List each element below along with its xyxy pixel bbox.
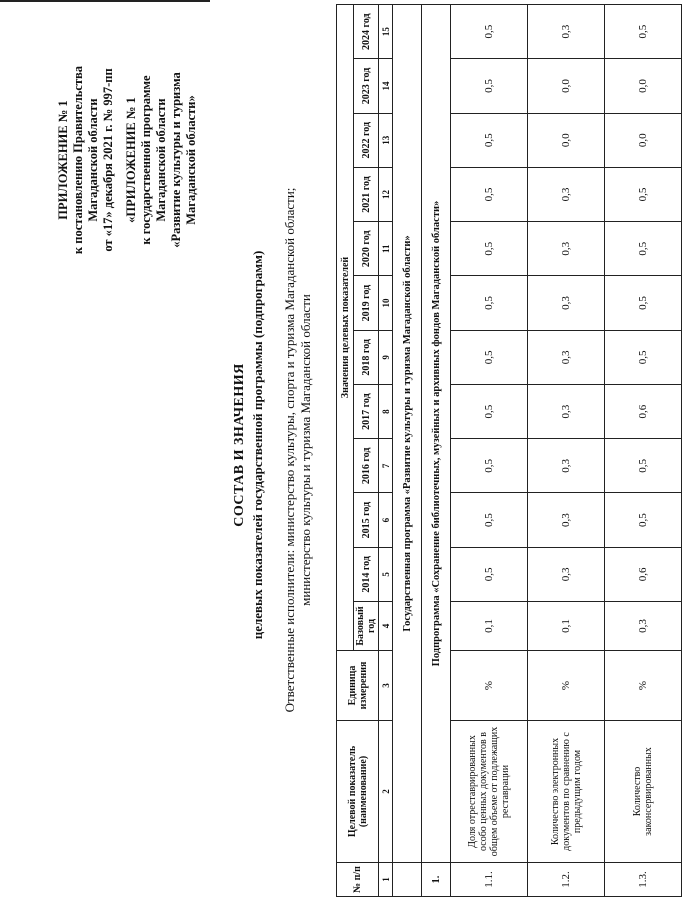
- executors: [282, 65, 314, 835]
- value-cell: 0,5: [451, 276, 528, 330]
- indicator-name: Количество электронных документов по сравнению с предыдущим годом: [528, 721, 605, 863]
- subprogram-number: 1.: [422, 863, 451, 897]
- appendix-line: к государственной программе: [139, 75, 153, 245]
- document-title: [232, 165, 266, 725]
- value-cell: 0,5: [605, 439, 682, 493]
- title-sub: целевых показателей государственной программы (подпрограмм): [250, 250, 265, 640]
- appendix-line: от «17» декабря 2021 г. № 997-пп: [101, 68, 115, 252]
- header-year: 2022 год: [354, 113, 379, 167]
- value-cell: 0,5: [451, 547, 528, 601]
- appendix-block: [56, 35, 199, 285]
- header-year: 2021 год: [354, 167, 379, 221]
- value-cell: 0,5: [451, 167, 528, 221]
- header-year: 2020 год: [354, 222, 379, 276]
- value-cell: 0,6: [605, 547, 682, 601]
- value-cell: 0,5: [605, 493, 682, 547]
- header-year: 2023 год: [354, 59, 379, 113]
- value-cell: 0,5: [451, 439, 528, 493]
- row-number: 1.2.: [528, 863, 605, 897]
- header-year: 2017 год: [354, 384, 379, 438]
- appendix-title-2: «ПРИЛОЖЕНИЕ № 1: [124, 97, 138, 223]
- appendix-line: Магаданской области: [154, 98, 168, 222]
- column-number: 15: [379, 5, 393, 59]
- column-number: 1: [379, 863, 393, 897]
- appendix-line: Магаданской области»: [184, 95, 198, 225]
- row-number: 1.1.: [451, 863, 528, 897]
- value-cell: 0,3: [528, 222, 605, 276]
- value-cell: 0,0: [605, 59, 682, 113]
- header-year: 2018 год: [354, 330, 379, 384]
- value-cell: 0,5: [451, 384, 528, 438]
- row-number: 1.3.: [605, 863, 682, 897]
- column-number: 4: [379, 602, 393, 651]
- indicator-unit: %: [605, 651, 682, 721]
- value-cell: 0,5: [605, 5, 682, 59]
- column-number: 7: [379, 439, 393, 493]
- value-cell: 0,5: [451, 222, 528, 276]
- column-number: 6: [379, 493, 393, 547]
- value-cell: 0,6: [605, 384, 682, 438]
- subprogram-row: Подпрограмма «Сохранение библиотечных, музейных и архивных фондов Магаданской области»: [422, 5, 451, 863]
- table-row: [605, 5, 682, 897]
- column-number: 14: [379, 59, 393, 113]
- column-number: 9: [379, 330, 393, 384]
- header-unit: Единица измерения: [337, 651, 379, 721]
- value-cell: 0,5: [605, 330, 682, 384]
- value-cell: 0,5: [605, 222, 682, 276]
- value-cell: 0,5: [605, 276, 682, 330]
- value-cell: 0,3: [528, 439, 605, 493]
- value-cell: 0,5: [451, 59, 528, 113]
- table-row: [528, 5, 605, 897]
- column-number: 5: [379, 547, 393, 601]
- value-cell: 0,1: [451, 602, 528, 651]
- column-number: 2: [379, 721, 393, 863]
- value-cell: 0,3: [528, 330, 605, 384]
- appendix-title: ПРИЛОЖЕНИЕ № 1: [56, 100, 70, 220]
- column-number: 11: [379, 222, 393, 276]
- value-cell: 0,5: [605, 167, 682, 221]
- header-year: 2019 год: [354, 276, 379, 330]
- value-cell: 0,3: [528, 493, 605, 547]
- table-row: [451, 5, 528, 897]
- column-number: 13: [379, 113, 393, 167]
- value-cell: 0,3: [605, 602, 682, 651]
- header-year: 2016 год: [354, 439, 379, 493]
- executors-line-2: министерство культуры и туризма Магаданской области: [298, 294, 313, 606]
- value-cell: 0,0: [528, 59, 605, 113]
- value-cell: 0,5: [451, 5, 528, 59]
- appendix-line: «Развитие культуры и туризма: [169, 72, 183, 248]
- indicator-unit: %: [451, 651, 528, 721]
- column-number: 10: [379, 276, 393, 330]
- appendix-line: Магаданской области: [86, 98, 100, 222]
- value-cell: 0,0: [605, 113, 682, 167]
- column-number: 3: [379, 651, 393, 721]
- value-cell: 0,3: [528, 384, 605, 438]
- value-cell: 0,3: [528, 167, 605, 221]
- value-cell: 0,3: [528, 276, 605, 330]
- indicator-unit: %: [528, 651, 605, 721]
- indicator-name: Количество законсервированных: [605, 721, 682, 863]
- value-cell: 0,1: [528, 602, 605, 651]
- title-main: СОСТАВ И ЗНАЧЕНИЯ: [232, 363, 247, 527]
- value-cell: 0,5: [451, 113, 528, 167]
- header-year: 2014 год: [354, 547, 379, 601]
- program-row: Государственная программа «Развитие культуры и туризма Магаданской области»: [393, 5, 422, 863]
- indicators-table: [336, 4, 682, 897]
- header-base-year: Базовый год: [354, 602, 379, 651]
- header-num: № п/п: [337, 863, 379, 897]
- executors-line-1: Ответственные исполнители: министерство культуры, спорта и туризма Магаданской области;: [282, 187, 297, 713]
- header-year: 2024 год: [354, 5, 379, 59]
- column-number: 8: [379, 384, 393, 438]
- appendix-line: к постановлению Правительства: [71, 65, 85, 255]
- column-number: 12: [379, 167, 393, 221]
- value-cell: 0,3: [528, 547, 605, 601]
- header-values: Значения целевых показателей: [337, 5, 354, 651]
- value-cell: 0,5: [451, 330, 528, 384]
- indicator-name: Доля отреставрированных особо ценных документов в общем объеме от подлежащих реставрации: [451, 721, 528, 863]
- value-cell: 0,3: [528, 5, 605, 59]
- value-cell: 0,0: [528, 113, 605, 167]
- header-year: 2015 год: [354, 493, 379, 547]
- header-name: Целевой показатель (наименование): [337, 721, 379, 863]
- value-cell: 0,5: [451, 493, 528, 547]
